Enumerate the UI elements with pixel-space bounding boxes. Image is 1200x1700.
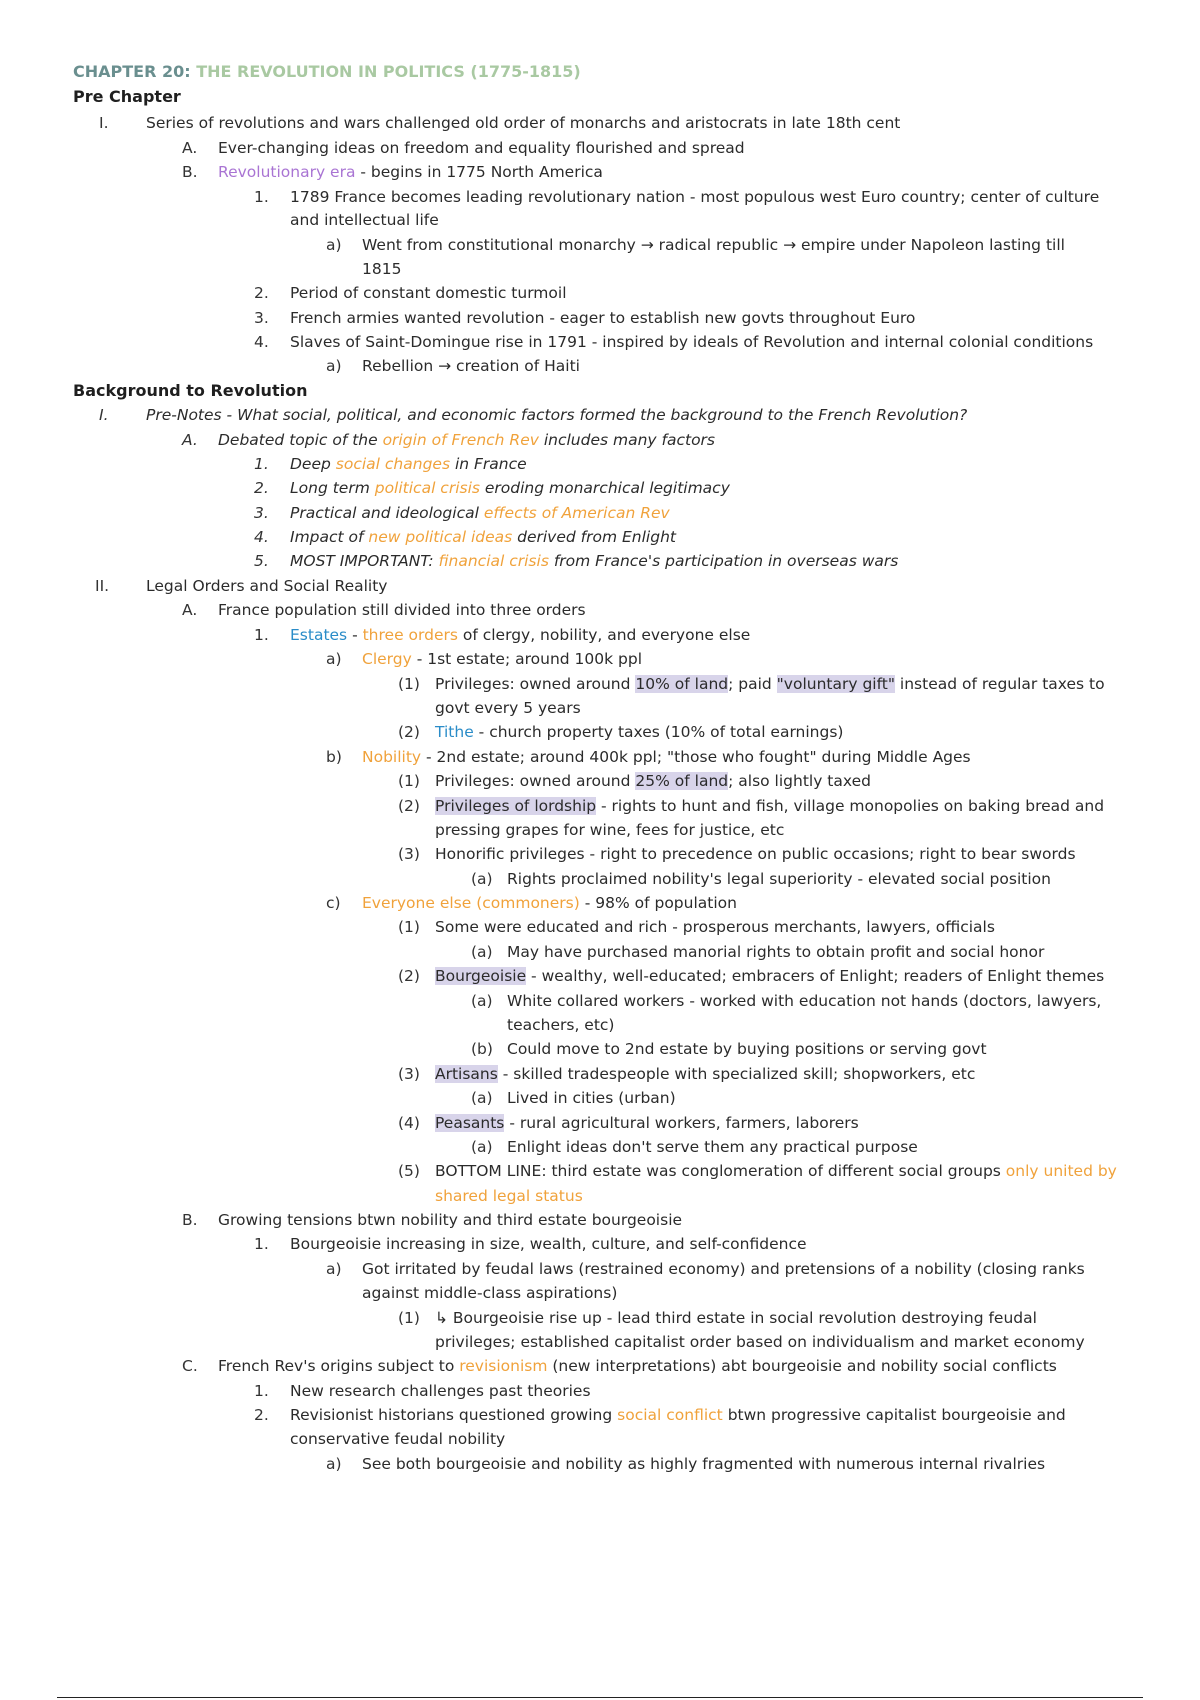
text-run: Impact of xyxy=(290,528,369,546)
outline-text xyxy=(435,797,1104,815)
outline-text xyxy=(218,1211,682,1229)
outline-text xyxy=(290,626,750,644)
colored-term: Revolutionary era xyxy=(218,163,356,181)
highlighted-term: Bourgeoisie xyxy=(435,967,527,985)
text-run: - wealthy, well-educated; embracers of Enlight; readers of Enlight themes xyxy=(526,967,1105,985)
text-run: Slaves of Saint-Domingue rise in 1791 - inspired by ideals of Revolution and internal colonial conditions xyxy=(290,333,1094,351)
text-run: White collared workers - worked with education not hands (doctors, lawyers, xyxy=(507,992,1102,1010)
outline-text xyxy=(290,211,439,229)
text-run: from France's participation in overseas wars xyxy=(548,552,899,570)
outline-text xyxy=(362,357,580,375)
outline-marker: (2) xyxy=(398,797,420,815)
heading-pre-chapter: Pre Chapter xyxy=(73,87,181,106)
page-bottom-rule xyxy=(57,1697,1143,1698)
outline-text xyxy=(290,528,676,546)
outline-marker: a) xyxy=(326,357,342,375)
text-run: Period of constant domestic turmoil xyxy=(290,284,567,302)
outline-text xyxy=(290,284,567,302)
outline-text xyxy=(435,1309,1037,1327)
outline-text xyxy=(435,1187,583,1205)
text-run: - rural agricultural workers, farmers, laborers xyxy=(504,1114,859,1132)
text-run: - skilled tradespeople with specialized skill; shopworkers, etc xyxy=(497,1065,976,1083)
text-run: Long term xyxy=(290,479,375,497)
text-run: - church property taxes (10% of total earnings) xyxy=(473,723,844,741)
text-run: of clergy, nobility, and everyone else xyxy=(457,626,751,644)
outline-marker: (1) xyxy=(398,675,420,693)
outline-marker: a) xyxy=(326,236,342,254)
text-run: (new interpretations) abt bourgeoisie and nobility social conflicts xyxy=(547,1357,1057,1375)
outline-marker: (1) xyxy=(398,918,420,936)
text-run: - xyxy=(347,626,363,644)
text-run: Went from constitutional monarchy → radical republic → empire under Napoleon lasting till xyxy=(362,236,1065,254)
colored-term: Nobility xyxy=(362,748,422,766)
outline-text xyxy=(290,1382,591,1400)
outline-marker: (3) xyxy=(398,1065,420,1083)
text-run: in France xyxy=(450,455,527,473)
text-run: Rights proclaimed nobility's legal superiority - elevated social position xyxy=(507,870,1051,888)
outline-text xyxy=(290,479,730,497)
text-run: Got irritated by feudal laws (restrained economy) and pretensions of a nobility (closing ranks xyxy=(362,1260,1085,1278)
colored-term: financial crisis xyxy=(438,552,549,570)
outline-text xyxy=(218,601,586,619)
text-run: 1789 France becomes leading revolutionary nation - most populous west Euro country; center of culture xyxy=(290,188,1100,206)
outline-marker: (2) xyxy=(398,967,420,985)
text-run: Ever-changing ideas on freedom and equality flourished and spread xyxy=(218,139,745,157)
text-run: Growing tensions btwn nobility and third estate bourgeoisie xyxy=(218,1211,683,1229)
outline-text xyxy=(290,504,670,522)
text-run: Rebellion → creation of Haiti xyxy=(362,357,580,375)
outline-marker: 4. xyxy=(254,333,269,351)
outline-marker: (a) xyxy=(471,870,493,888)
outline-text xyxy=(290,1406,1066,1424)
text-run: Debated topic of the xyxy=(218,431,383,449)
outline-text xyxy=(146,406,967,424)
outline-marker: A. xyxy=(182,601,198,619)
outline-marker: (3) xyxy=(398,845,420,863)
outline-text xyxy=(507,1040,987,1058)
text-run: and intellectual life xyxy=(290,211,439,229)
outline-marker: (4) xyxy=(398,1114,420,1132)
outline-text xyxy=(435,845,1076,863)
outline-marker: c) xyxy=(326,894,341,912)
text-run: 1815 xyxy=(362,260,402,278)
colored-term: political crisis xyxy=(374,479,480,497)
outline-text xyxy=(435,1065,975,1083)
outline-text xyxy=(290,455,527,473)
outline-marker: 5. xyxy=(254,552,269,570)
outline-marker: a) xyxy=(326,650,342,668)
text-run: btwn progressive capitalist bourgeoisie and xyxy=(722,1406,1066,1424)
outline-marker: B. xyxy=(182,1211,198,1229)
outline-text xyxy=(362,1284,617,1302)
outline-marker: 3. xyxy=(254,309,269,327)
outline-text xyxy=(435,967,1104,985)
text-run: BOTTOM LINE: third estate was conglomeration of different social groups xyxy=(435,1162,1006,1180)
highlighted-term: "voluntary gift" xyxy=(776,675,895,693)
outline-marker: (a) xyxy=(471,1089,493,1107)
colored-term: only united by xyxy=(1005,1162,1117,1180)
text-run: - 1st estate; around 100k ppl xyxy=(411,650,643,668)
outline-marker: (a) xyxy=(471,1138,493,1156)
outline-text xyxy=(218,139,745,157)
outline-text xyxy=(435,699,581,717)
outline-text xyxy=(435,1162,1117,1180)
outline-text xyxy=(507,1089,676,1107)
text-run: - 98% of population xyxy=(579,894,737,912)
outline-text xyxy=(507,943,1044,961)
outline-marker: a) xyxy=(326,1260,342,1278)
highlighted-term: 25% of land xyxy=(635,772,729,790)
text-run: teachers, etc) xyxy=(507,1016,615,1034)
text-run: - begins in 1775 North America xyxy=(355,163,603,181)
outline-marker: 2. xyxy=(254,1406,269,1424)
outline-text xyxy=(218,163,603,181)
chapter-name: THE REVOLUTION IN POLITICS (1775-1815) xyxy=(190,62,581,81)
outline-marker: (a) xyxy=(471,943,493,961)
text-run: - rights to hunt and fish, village monopolies on baking bread and xyxy=(596,797,1105,815)
outline-marker: I. xyxy=(99,114,109,132)
outline-marker: 1. xyxy=(254,455,269,473)
colored-term: origin of French Rev xyxy=(382,431,539,449)
colored-term: effects of American Rev xyxy=(483,504,670,522)
text-run: ↳ Bourgeoisie rise up - lead third estate in social revolution destroying feudal xyxy=(435,1309,1037,1327)
outline-marker: 4. xyxy=(254,528,269,546)
outline-text xyxy=(362,1455,1045,1473)
outline-text xyxy=(362,748,971,766)
outline-text xyxy=(218,431,715,449)
outline-text xyxy=(507,1138,918,1156)
outline-marker: 3. xyxy=(254,504,269,522)
outline-marker: 2. xyxy=(254,479,269,497)
text-run: govt every 5 years xyxy=(435,699,581,717)
text-run: against middle-class aspirations) xyxy=(362,1284,618,1302)
text-run: eroding monarchical legitimacy xyxy=(479,479,730,497)
colored-term: three orders xyxy=(362,626,458,644)
text-run: France population still divided into three orders xyxy=(218,601,586,619)
text-run: New research challenges past theories xyxy=(290,1382,591,1400)
outline-marker: (1) xyxy=(398,1309,420,1327)
text-run: Privileges: owned around xyxy=(435,675,636,693)
outline-marker: 1. xyxy=(254,626,269,644)
text-run: conservative feudal nobility xyxy=(290,1430,506,1448)
colored-term: social changes xyxy=(335,455,451,473)
outline-text xyxy=(435,772,871,790)
chapter-title xyxy=(73,62,581,81)
heading-background: Background to Revolution xyxy=(73,381,308,400)
outline-text xyxy=(435,821,784,839)
outline-marker: 1. xyxy=(254,188,269,206)
outline-text xyxy=(290,552,898,570)
outline-text xyxy=(362,1260,1085,1278)
outline-text xyxy=(507,992,1101,1010)
highlighted-term: Privileges of lordship xyxy=(435,797,597,815)
text-run: Series of revolutions and wars challenged old order of monarchs and aristocrats in late 18th cent xyxy=(146,114,901,132)
text-run: Deep xyxy=(290,455,336,473)
text-run: - 2nd estate; around 400k ppl; "those who fought" during Middle Ages xyxy=(421,748,971,766)
text-run: MOST IMPORTANT: xyxy=(290,552,439,570)
text-run: Some were educated and rich - prosperous merchants, lawyers, officials xyxy=(435,918,995,936)
outline-text xyxy=(435,1333,1085,1351)
outline-text xyxy=(290,309,915,327)
outline-marker: C. xyxy=(182,1357,198,1375)
outline-text xyxy=(362,650,642,668)
text-run: Privileges: owned around xyxy=(435,772,636,790)
highlighted-term: Artisans xyxy=(435,1065,498,1083)
text-run: pressing grapes for wine, fees for justice, etc xyxy=(435,821,785,839)
colored-term: Tithe xyxy=(435,723,474,741)
outline-text xyxy=(146,114,900,132)
text-run: Pre-Notes - What social, political, and economic factors formed the background to the French Revolution? xyxy=(146,406,968,424)
outline-text xyxy=(435,675,1105,693)
outline-marker: A. xyxy=(182,139,198,157)
outline-marker: (1) xyxy=(398,772,420,790)
highlighted-term: 10% of land xyxy=(635,675,729,693)
text-run: Could move to 2nd estate by buying positions or serving govt xyxy=(507,1040,987,1058)
colored-term: revisionism xyxy=(459,1357,548,1375)
outline-text xyxy=(435,723,843,741)
text-run: privileges; established capitalist order based on individualism and market economy xyxy=(435,1333,1085,1351)
text-run: Honorific privileges - right to precedence on public occasions; right to bear swords xyxy=(435,845,1076,863)
outline-text xyxy=(290,1235,807,1253)
outline-text xyxy=(435,1114,859,1132)
text-run: Legal Orders and Social Reality xyxy=(146,577,388,595)
outline-marker: B. xyxy=(182,163,198,181)
colored-term: social conflict xyxy=(617,1406,723,1424)
text-run: French Rev's origins subject to xyxy=(218,1357,460,1375)
colored-term: Everyone else (commoners) xyxy=(362,894,580,912)
chapter-number: CHAPTER 20: xyxy=(73,62,191,81)
outline-marker: 2. xyxy=(254,284,269,302)
outline-marker: (a) xyxy=(471,992,493,1010)
outline-marker: II. xyxy=(95,577,110,595)
colored-term: Estates xyxy=(290,626,348,644)
outline-marker: (5) xyxy=(398,1162,420,1180)
colored-term: new political ideas xyxy=(368,528,513,546)
outline-marker: b) xyxy=(326,748,342,766)
text-run: ; also lightly taxed xyxy=(728,772,871,790)
outline-marker: I. xyxy=(99,406,109,424)
text-run: French armies wanted revolution - eager to establish new govts throughout Euro xyxy=(290,309,916,327)
text-run: instead of regular taxes to xyxy=(895,675,1105,693)
colored-term: shared legal status xyxy=(435,1187,583,1205)
outline-text xyxy=(362,260,401,278)
outline-text xyxy=(362,236,1065,254)
outline-marker: a) xyxy=(326,1455,342,1473)
text-run: May have purchased manorial rights to obtain profit and social honor xyxy=(507,943,1045,961)
colored-term: Clergy xyxy=(362,650,412,668)
text-run: includes many factors xyxy=(538,431,715,449)
text-run: Revisionist historians questioned growing xyxy=(290,1406,618,1424)
text-run: Lived in cities (urban) xyxy=(507,1089,676,1107)
outline-marker: 1. xyxy=(254,1235,269,1253)
outline-text xyxy=(290,188,1099,206)
outline-marker: (2) xyxy=(398,723,420,741)
outline-text xyxy=(290,1430,505,1448)
outline-text xyxy=(507,870,1051,888)
outline-text xyxy=(362,894,737,912)
highlighted-term: Peasants xyxy=(435,1114,505,1132)
outline-text xyxy=(507,1016,614,1034)
text-run: derived from Enlight xyxy=(512,528,676,546)
outline-marker: 1. xyxy=(254,1382,269,1400)
text-run: See both bourgeoisie and nobility as highly fragmented with numerous internal rivalries xyxy=(362,1455,1046,1473)
outline-marker: A. xyxy=(182,431,198,449)
outline-text xyxy=(146,577,387,595)
outline-text xyxy=(290,333,1093,351)
outline-text xyxy=(218,1357,1057,1375)
text-run: Practical and ideological xyxy=(290,504,484,522)
text-run: Enlight ideas don't serve them any practical purpose xyxy=(507,1138,918,1156)
outline-text xyxy=(435,918,995,936)
outline-marker: (b) xyxy=(471,1040,493,1058)
text-run: ; paid xyxy=(728,675,777,693)
text-run: Bourgeoisie increasing in size, wealth, culture, and self-confidence xyxy=(290,1235,807,1253)
